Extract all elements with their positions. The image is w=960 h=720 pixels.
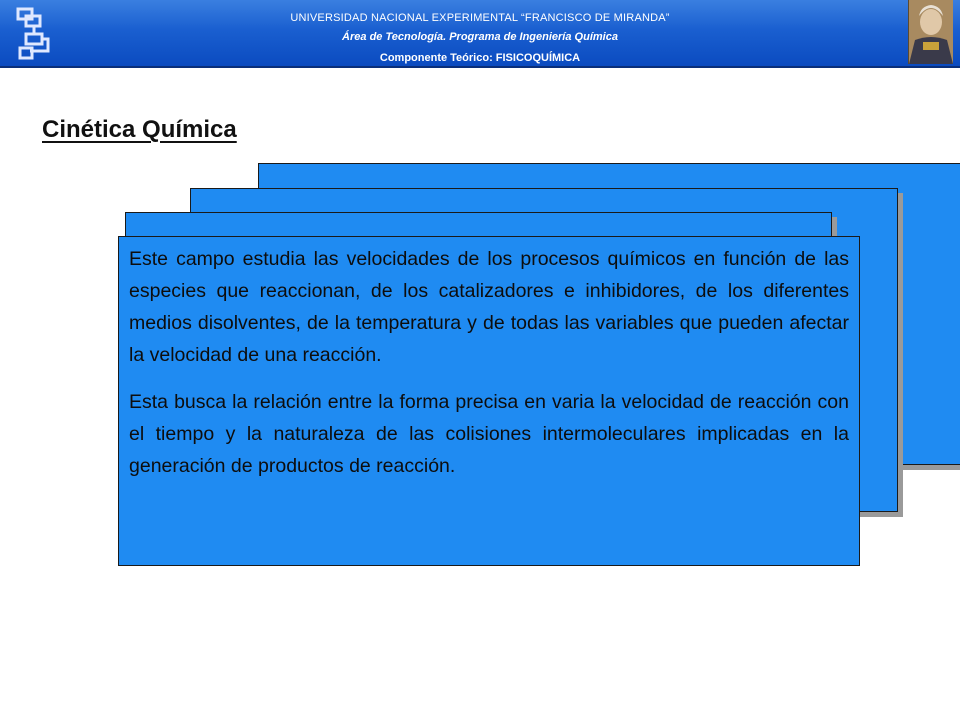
content-card <box>118 236 860 566</box>
program-name: Área de Tecnología. Programa de Ingeniería Química <box>342 31 618 43</box>
paragraph-purpose: Esta busca la relación entre la forma precisa en varia la velocidad de reacción con el tiempo y la naturaleza de las colisiones intermoleculares implicadas en la generación de productos de reacción. <box>129 391 849 477</box>
header-banner <box>0 0 960 68</box>
portrait-image <box>908 0 953 64</box>
slide-title: Cinética Química <box>42 116 237 143</box>
university-name: UNIVERSIDAD NACIONAL EXPERIMENTAL “FRANCISCO DE MIRANDA” <box>290 12 670 24</box>
paragraph-definition: Este campo estudia las velocidades de los procesos químicos en función de las especies que reaccionan, de los catalizadores e inhibidores, de los diferentes medios disolventes, de la temperatura y de todas las variables que pueden afectar la velocidad de una reacción. <box>129 248 849 366</box>
course-component: Componente Teórico: FISICOQUÍMICA <box>379 52 581 64</box>
